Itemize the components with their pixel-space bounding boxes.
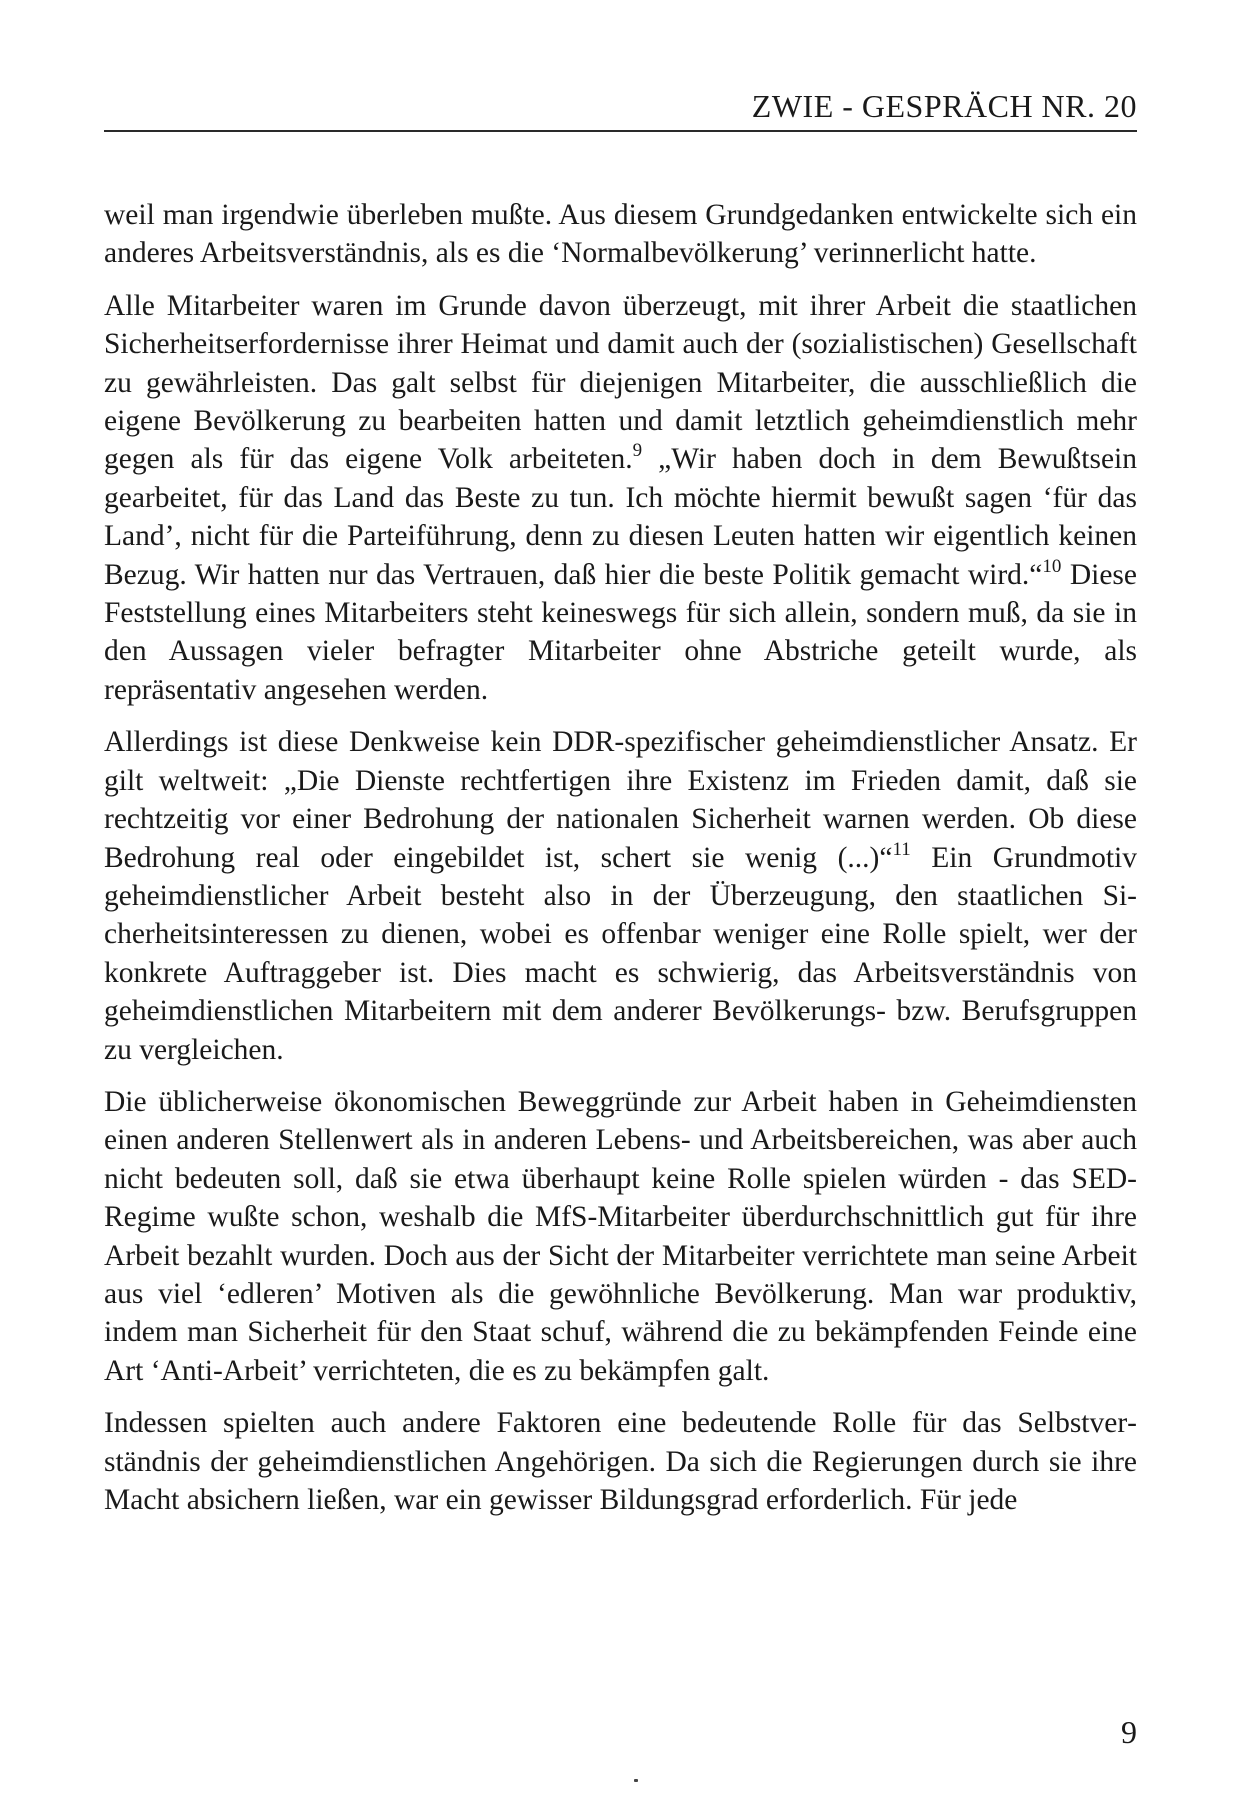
running-header: ZWIE - GESPRÄCH NR. 20 xyxy=(751,88,1137,124)
paragraph-4: Die üblicherweise ökonomischen Beweggründe zur Arbeit haben in Geheimdiensten einen anderen Stellenwert als in anderen Lebens- und Arbeitsbereichen, was aber auch nicht bedeuten soll, daß sie etwa überhaupt keine Rolle spielen würden - das SED-Regime wußte schon, weshalb die MfS-Mitarbeiter überdurchschnittlich gut für ihre Arbeit bezahlt wurden. Doch aus der Sicht der Mitarbeiter verrichtete man seine Arbeit aus viel ‘edleren’ Motiven als die gewöhnliche Bevölkerung. Man war produktiv, indem man Sicherheit für den Staat schuf, während die zu bekämpfenden Feinde eine Art ‘Anti-Arbeit’ verrichteten, die es zu bekämpfen galt. xyxy=(104,1085,1137,1387)
paragraph-3-part-1: Allerdings ist diese Denkweise kein DDR-spezifischer geheimdienstlicher Ansatz. Er gilt weltweit: „Die Dienste rechtfertigen ihre Existenz im Frieden damit, daß sie rechtzeitig vor einer Bedrohung der nationalen Sicherheit warnen werden. Ob diese Bedrohung real oder eingebildet ist, schert sie wenig (...)“ xyxy=(104,726,1137,874)
header-rule xyxy=(104,130,1137,132)
paragraph-5: Indessen spielten auch andere Faktoren eine bedeutende Rolle für das Selbstverständnis der geheimdienstlichen Angehörigen. Da sich die Regierungen durch sie ihre Macht absichern ließen, war ein gewisser Bildungsgrad erforderlich. Für jede xyxy=(104,1407,1137,1516)
scan-speck xyxy=(634,1779,638,1782)
paragraph-1: weil man irgendwie überleben mußte. Aus diesem Grundgedanken entwickelte sich ein anderes Arbeitsverständnis, als es die ‘Normalbevölkerung’ verinnerlicht hatte. xyxy=(104,199,1137,270)
paragraph-2 xyxy=(104,287,1137,709)
page-number: 9 xyxy=(1121,1714,1137,1750)
footnote-ref-10: 10 xyxy=(1042,555,1062,577)
paragraph-3 xyxy=(104,723,1137,1069)
paragraph-2-part-3: Diese Feststellung eines Mitarbeiters steht keineswegs für sich allein, sondern muß, da sie in den Aussagen vieler befragter Mitarbeiter ohne Abstriche geteilt wurde, als repräsentativ angesehen werden. xyxy=(104,558,1137,706)
footnote-ref-11: 11 xyxy=(892,838,911,860)
paragraph-2-part-1: Alle Mitarbeiter waren im Grunde davon überzeugt, mit ihrer Arbeit die staatlichen Sicherheitserfordernisse ihrer Heimat und damit auch der (sozialistischen) Gesellschaft zu gewährleisten. Das galt selbst für diejenigen Mitarbeiter, die ausschließlich die eigene Bevölkerung zu bearbeiten hatten und damit letztlich geheimdienstlich mehr gegen als für das eigene Volk arbeiteten. xyxy=(104,289,1137,476)
paragraph-3-part-2: Ein Grundmotiv geheimdienstlicher Arbeit besteht also in der Überzeugung, den staatlichen Sicherheitsinteressen zu dienen, wobei es offenbar weniger eine Rolle spielt, wer der konkrete Auftraggeber ist. Dies macht es schwierig, das Arbeitsverständnis von geheimdienstlichen Mitarbeitern mit dem anderer Bevölkerungs- bzw. Berufsgruppen zu vergleichen. xyxy=(104,841,1137,1066)
body-text xyxy=(104,196,1137,1533)
paragraph-2-part-2: „Wir haben doch in dem Bewußtsein gearbeitet, für das Land das Beste zu tun. Ich möchte hiermit bewußt sagen ‘für das Land’, nicht für die Parteiführung, denn zu diesen Leuten hatten wir eigentlich keinen Bezug. Wir hatten nur das Vertrauen, daß hier die beste Politik gemacht wird.“ xyxy=(104,443,1137,591)
footnote-ref-9: 9 xyxy=(632,440,643,462)
